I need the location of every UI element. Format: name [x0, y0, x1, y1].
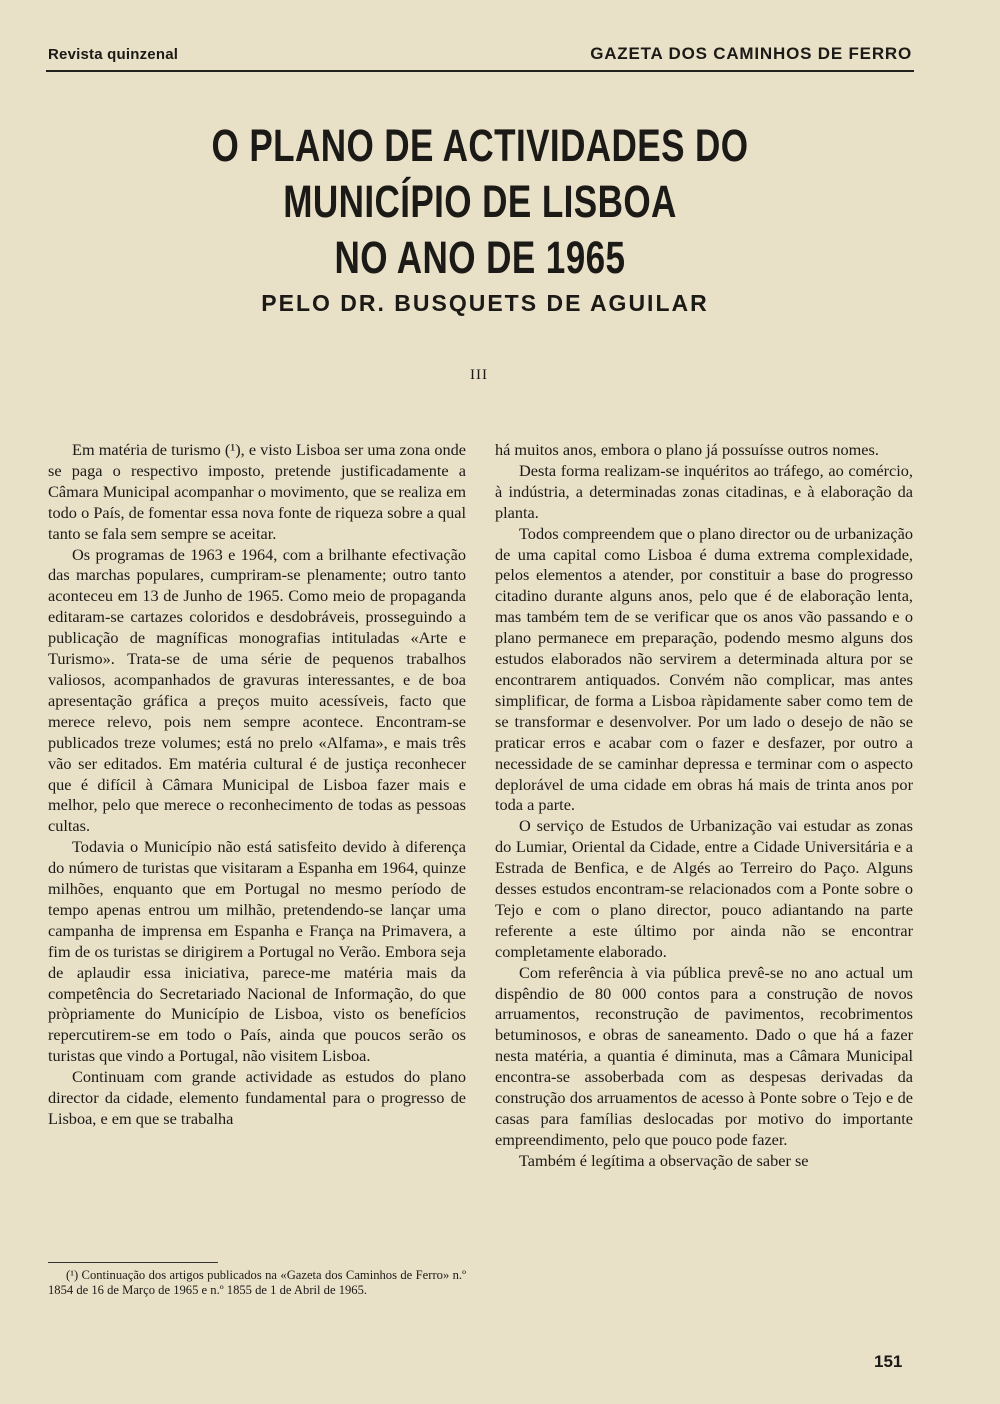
footnote: (¹) Continuação dos artigos publicados na «Gazeta dos Caminhos de Ferro» n.º 1854 de 16 de Março de 1965 e n.º 1855 de 1 de Abril de 1965.	[48, 1268, 466, 1297]
paragraph: há muitos anos, embora o plano já possuísse outros nomes.	[495, 440, 879, 459]
paragraph: O serviço de Estudos de Urbanização vai estudar as zonas do Lumiar, Oriental da Cidade, entre a Cidade Universitária e a Estrada de Benfica, e de Algés ao Terreiro do Paço. Alguns desses estudos encontram-se relacionados com a Ponte sobre o Tejo e com o plano director, pouco adiantando na parte referente a este último por ainda não se encontrar completamente elaborado.	[495, 816, 913, 961]
left-column	[48, 440, 466, 1130]
paragraph: Também é legítima a observação de saber se	[519, 1150, 809, 1170]
article-title	[137, 118, 823, 286]
paragraph: Todavia o Município não está satisfeito devido à diferença do número de turistas que visitaram a Espanha em 1964, quinze milhões, enquanto que em Portugal no mesmo período de tempo apenas entrou um milhão, pretendendo-se lançar uma campanha de imprensa em Espanha e França na Primavera, a fim de os turistas se dirigirem a Portugal no Verão. Embora seja de aplaudir essa iniciativa, parece-me matéria mais da competência do Secretariado Nacional de Informação, do que pròpriamente do Município de Lisboa, visto os benefícios repercutirem-se em todo o País, ainda que poucos serão os turistas que vindo a Portugal, não visitem Lisboa.	[48, 837, 466, 1066]
author-byline: PELO DR. BUSQUETS DE AGUILAR	[261, 290, 709, 316]
paragraph: Desta forma realizam-se inquéritos ao tráfego, ao comércio, à indústria, a determinadas zonas citadinas, e à elaboração da planta.	[495, 460, 913, 522]
paragraph: Os programas de 1963 e 1964, com a brilhante efectivação das marchas populares, cumpriram-se plenamente; outro tanto aconteceu em 13 de Junho de 1965. Como meio de propaganda editaram-se cartazes coloridos e desdobráveis, prosseguindo a publicação de magníficas monografias intituladas «Arte e Turismo». Trata-se de uma série de pequenos trabalhos valiosos, acompanhados de gravuras interessantes, e de boa apresentação gráfica a preços muito acessíveis, facto que merece relevo, pois nem sempre acontece. Encontram-se publicados treze volumes; está no prelo «Alfama», e mais três vão ser editados. Em matéria cultural é de justiça reconhecer que é difícil à Câmara Municipal de Lisboa fazer mais e melhor, pelo que merece o reconhecimento de todas as pessoas cultas.	[48, 544, 466, 836]
paragraph: Todos compreendem que o plano director ou de urbanização de uma capital como Lisboa é duma extrema complexidade, pelos elementos a atender, por constituir a base do progresso citadino durante alguns anos, pelo que é de elaboração lenta, mas também tem de se verificar que os anos vão passando e o plano permanece em preparação, podendo mesmo alguns dos estudos elaborados não servirem a determinada altura por se encontrarem antiquados. Convém não complicar, mas antes simplificar, de forma a Lisboa ràpidamente saber como tem de se transformar e desenvolver. Por um lado o desejo de não se praticar erros e acabar com o fazer e desfazer, por outro a necessidade de se caminhar depressa e terminar com o aspecto deplorável de uma cidade em obras há mais de trinta anos por toda a parte.	[495, 523, 913, 815]
title-line-2: NO ANO DE 1965	[334, 232, 626, 283]
publication-name: GAZETA DOS CAMINHOS DE FERRO	[590, 44, 912, 63]
paragraph: Em matéria de turismo (¹), e visto Lisboa ser uma zona onde se paga o respectivo imposto, pretende justificadamente a Câmara Municipal acompanhar o movimento, que se realiza em todo o País, de fomentar essa nova fonte de riqueza sobre a qual tanto se fala sem sempre se aceitar.	[48, 440, 466, 543]
title-line-1: O PLANO DE ACTIVIDADES DO MUNICÍPIO DE LISBOA	[211, 120, 749, 227]
paragraph: Continuam com grande actividade as estudos do plano director da cidade, elemento fundamental para o progresso de Lisboa, e em que se trabalha	[48, 1067, 466, 1128]
part-number: III	[470, 367, 488, 383]
periodicity-label: Revista quinzenal	[48, 46, 179, 63]
paragraph: Com referência à via pública prevê-se no ano actual um dispêndio de 80 000 contos para a construção de novos arruamentos, reconstrução de pavimentos, recobrimentos betuminosos, e obras de saneamento. Dado o que há a fazer nesta matéria, a quantia é diminuta, mas a Câmara Municipal encontra-se assoberbada com as despesas derivadas da construção dos arruamentos de acesso à Ponte sobre o Tejo e de casas para famílias deslocadas por motivo do importante empreendimento, pelo que pouco pode fazer.	[495, 962, 913, 1149]
footnote-divider	[48, 1262, 218, 1263]
right-column	[495, 440, 913, 1172]
page-number: 151	[874, 1352, 903, 1371]
running-header	[46, 40, 914, 72]
